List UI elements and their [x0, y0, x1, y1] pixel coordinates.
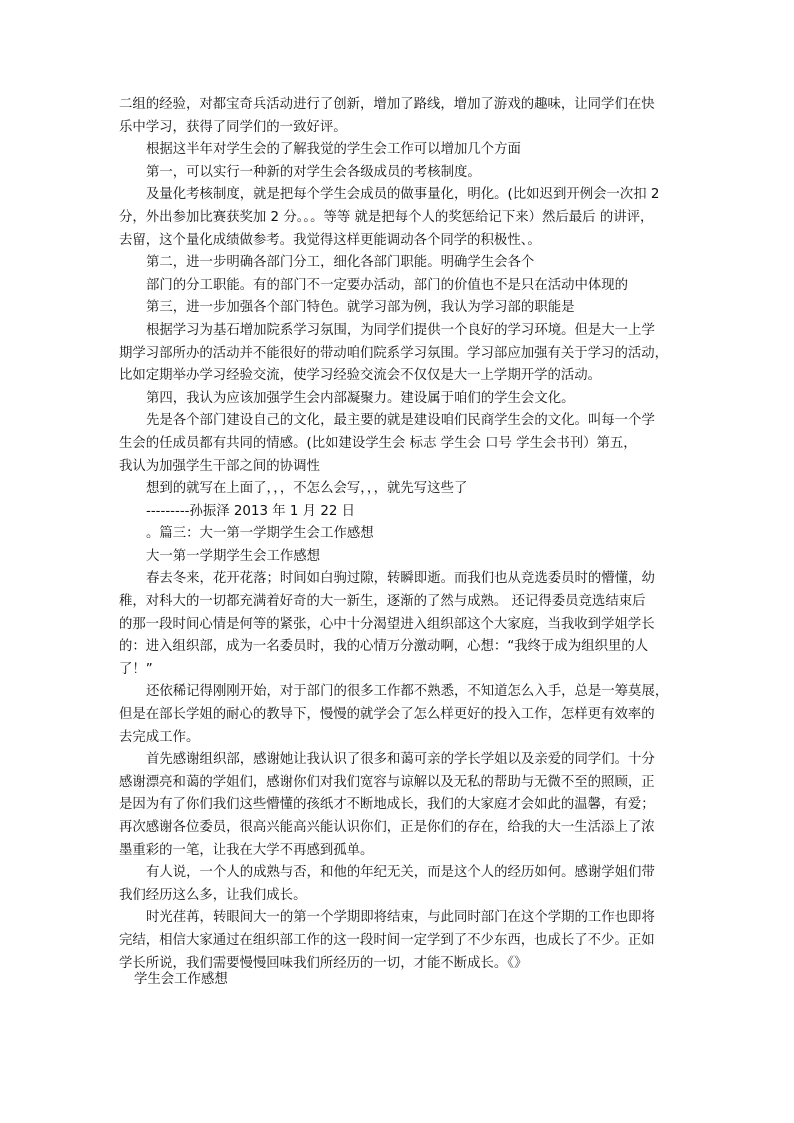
- text-line: 去留，这个量化成绩做参考。我觉得这样更能调动各个同学的积极性、。: [119, 232, 541, 248]
- text-line: 但是在部长学姐的耐心的教导下，慢慢的就学会了怎么样更好的投入工作，怎样更有效率的: [119, 707, 655, 723]
- text-line: 想到的就写在上面了，，，不怎么会写，，，就先写这些了: [146, 481, 468, 497]
- text-line: 二组的经验，对都宝奇兵活动进行了创新，增加了路线，增加了游戏的趣味，让同学们在快: [119, 97, 655, 112]
- document-body: [119, 94, 679, 975]
- footer-title: 学生会工作感想: [134, 972, 228, 987]
- text-line: 先是各个部门建设自己的文化，最主要的就是建设咱们民商学生会的文化。叫每一个学: [146, 413, 655, 429]
- text-line: 去完成工作。: [119, 729, 200, 745]
- text-line: 根据这半年对学生会的了解我觉的学生会工作可以增加几个方面: [146, 142, 521, 158]
- text-line: 再次感谢各位委员，很高兴能高兴能认识你们，正是你们的存在，给我的大一生活添上了浓: [119, 820, 655, 835]
- text-line: 是因为有了你们我们这些懵懂的孩纸才不断地成长，我们的大家庭才会如此的温馨，有爱；: [119, 797, 655, 813]
- text-line: 完结，相信大家通过在组织部工作的这一段时间一定学到了不少东西，也成长了不少。正如: [119, 932, 655, 948]
- text-line: 大一第一学期学生会工作感想: [146, 548, 321, 564]
- text-line: 分，外出参加比赛获奖加 2 分。。。等等 就是把每个人的奖惩给记下来）然后最后 的讲评，: [119, 209, 654, 225]
- text-line: 期学习部所办的活动并不能很好的带动咱们院系学习氛围。学习部应加强有关于学习的活动，: [119, 345, 669, 361]
- text-line: 第三，进一步加强各个部门特色。就学习部为例，我认为学习部的职能是: [146, 300, 575, 316]
- text-line: 首先感谢组织部，感谢她让我认识了很多和蔼可亲的学长学姐以及亲爱的同学们。十分: [146, 752, 655, 768]
- text-line: 的那一段时间心情是何等的紧张，心中十分渴望进入组织部这个大家庭，当我收到学姐学长: [119, 616, 655, 632]
- text-line: 有人说，一个人的成熟与否，和他的年纪无关，而是这个人的经历如何。感谢学姐们带: [146, 865, 655, 881]
- text-line: 春去冬来，花开花落；时间如白驹过隙，转瞬即逝。而我们也从竞选委员时的懵懂，幼: [146, 571, 655, 587]
- text-line: 。篇三：大一第一学期学生会工作感想: [146, 526, 374, 542]
- text-line: 我们经历这么多，让我们成长。: [119, 887, 307, 903]
- text-line: 还依稀记得刚刚开始，对于部门的很多工作都不熟悉，不知道怎么入手，总是一筹莫展，: [146, 684, 669, 700]
- text-line: 部门的分工职能。有的部门不一定要办活动，部门的价值也不是只在活动中体现的: [146, 277, 629, 293]
- text-line: ---------孙振泽 2013 年 1 月 22 日: [146, 503, 356, 519]
- text-line: 根据学习为基石增加院系学习氛围，为同学们提供一个良好的学习环境。但是大一上学: [146, 322, 655, 338]
- text-line: 比如定期举办学习经验交流，使学习经验交流会不仅仅是大一上学期开学的活动。: [119, 368, 602, 384]
- text-line: 生会的任成员都有共同的情感。(比如建设学生会 标志 学生会 口号 学生会书刊）第五，: [119, 435, 637, 451]
- text-line: 乐中学习，获得了同学们的一致好评。: [119, 119, 347, 135]
- text-line: 时光荏苒，转眼间大一的第一个学期即将结束，与此同时部门在这个学期的工作也即将: [146, 910, 655, 926]
- text-line: 的：进入组织部，成为一名委员时，我的心情万分激动啊，心想：“我终于成为组织里的人: [119, 639, 649, 655]
- text-line: 学长所说，我们需要慢慢回味我们所经历的一切，才能不断成长。《》: [119, 955, 528, 971]
- text-line: 及量化考核制度，就是把每个学生会成员的做事量化，明化。(比如迟到开例会一次扣 2: [146, 187, 660, 203]
- text-line: 第四，我认为应该加强学生会内部凝聚力。建设属于咱们的学生会文化。: [146, 390, 575, 406]
- text-line: 第二，进一步明确各部门分工，细化各部门职能。明确学生会各个: [146, 255, 535, 271]
- text-line: 我认为加强学生干部之间的协调性: [119, 458, 320, 474]
- text-line: 第一，可以实行一种新的对学生会各级成员的考核制度。: [146, 164, 481, 180]
- text-line: 感谢漂亮和蔼的学姐们，感谢你们对我们宽容与谅解以及无私的帮助与无微不至的照顾，正: [119, 774, 655, 790]
- text-line: 墨重彩的一笔，让我在大学不再感到孤单。: [119, 842, 374, 858]
- text-line: 了！”: [119, 661, 153, 677]
- text-line: 稚，对科大的一切都充满着好奇的大一新生，逐渐的了然与成熟。 还记得委员竞选结束后: [119, 594, 646, 610]
